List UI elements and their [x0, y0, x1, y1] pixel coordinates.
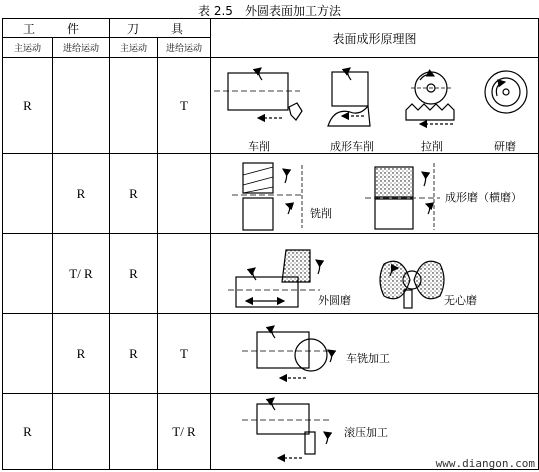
- label-centerless-grinding: 无心磨: [444, 294, 477, 307]
- cell-tool-main: [110, 394, 158, 470]
- label-form-grinding: 成形磨（横磨）: [445, 191, 522, 204]
- label-turn-milling: 车铣加工: [346, 352, 390, 365]
- label-lapping: 研磨: [494, 140, 516, 153]
- label-broaching: 拉削: [421, 140, 443, 153]
- label-turning: 车削: [248, 140, 270, 153]
- cell-tool-main: R: [110, 154, 158, 234]
- cell-tool-feed: [158, 234, 211, 314]
- table-row: [3, 58, 539, 154]
- header-workpiece-main-motion: 主运动: [3, 38, 53, 58]
- cell-workpiece-main: [3, 234, 53, 314]
- label-roller-burnishing: 滚压加工: [344, 426, 388, 439]
- header-row-1: [3, 19, 539, 38]
- processing-methods-table: [2, 18, 539, 470]
- watermark-text: www.diangon.com: [435, 457, 535, 470]
- table-title: 表 2.5 外圆表面加工方法: [198, 4, 341, 18]
- label-milling: 铣削: [310, 207, 332, 220]
- cell-tool-main: R: [110, 234, 158, 314]
- header-workpiece-feed-motion: 进给运动: [53, 38, 110, 58]
- cell-workpiece-feed: [53, 58, 110, 154]
- header-principle: 表面成形原理图: [211, 19, 539, 58]
- cell-tool-feed: T: [158, 314, 211, 394]
- label-form-turning: 成形车削: [330, 140, 374, 153]
- header-workpiece: 工 件: [3, 19, 110, 38]
- cell-workpiece-main: [3, 154, 53, 234]
- cell-workpiece-feed: T/ R: [53, 234, 110, 314]
- cell-tool-feed: T/ R: [158, 394, 211, 470]
- cell-workpiece-feed: R: [53, 314, 110, 394]
- header-tool: 刀 具: [110, 19, 211, 38]
- cell-tool-feed: T: [158, 58, 211, 154]
- cell-workpiece-feed: [53, 394, 110, 470]
- cell-diagram: [211, 234, 539, 314]
- cell-workpiece-main: [3, 314, 53, 394]
- cell-workpiece-feed: R: [53, 154, 110, 234]
- cell-tool-feed: [158, 154, 211, 234]
- cell-workpiece-main: R: [3, 394, 53, 470]
- table-row: [3, 314, 539, 394]
- cell-tool-main: [110, 58, 158, 154]
- cell-workpiece-main: R: [3, 58, 53, 154]
- header-tool-feed-motion: 进给运动: [158, 38, 211, 58]
- cell-tool-main: R: [110, 314, 158, 394]
- header-tool-main-motion: 主运动: [110, 38, 158, 58]
- label-cylindrical-grinding: 外圆磨: [318, 294, 351, 307]
